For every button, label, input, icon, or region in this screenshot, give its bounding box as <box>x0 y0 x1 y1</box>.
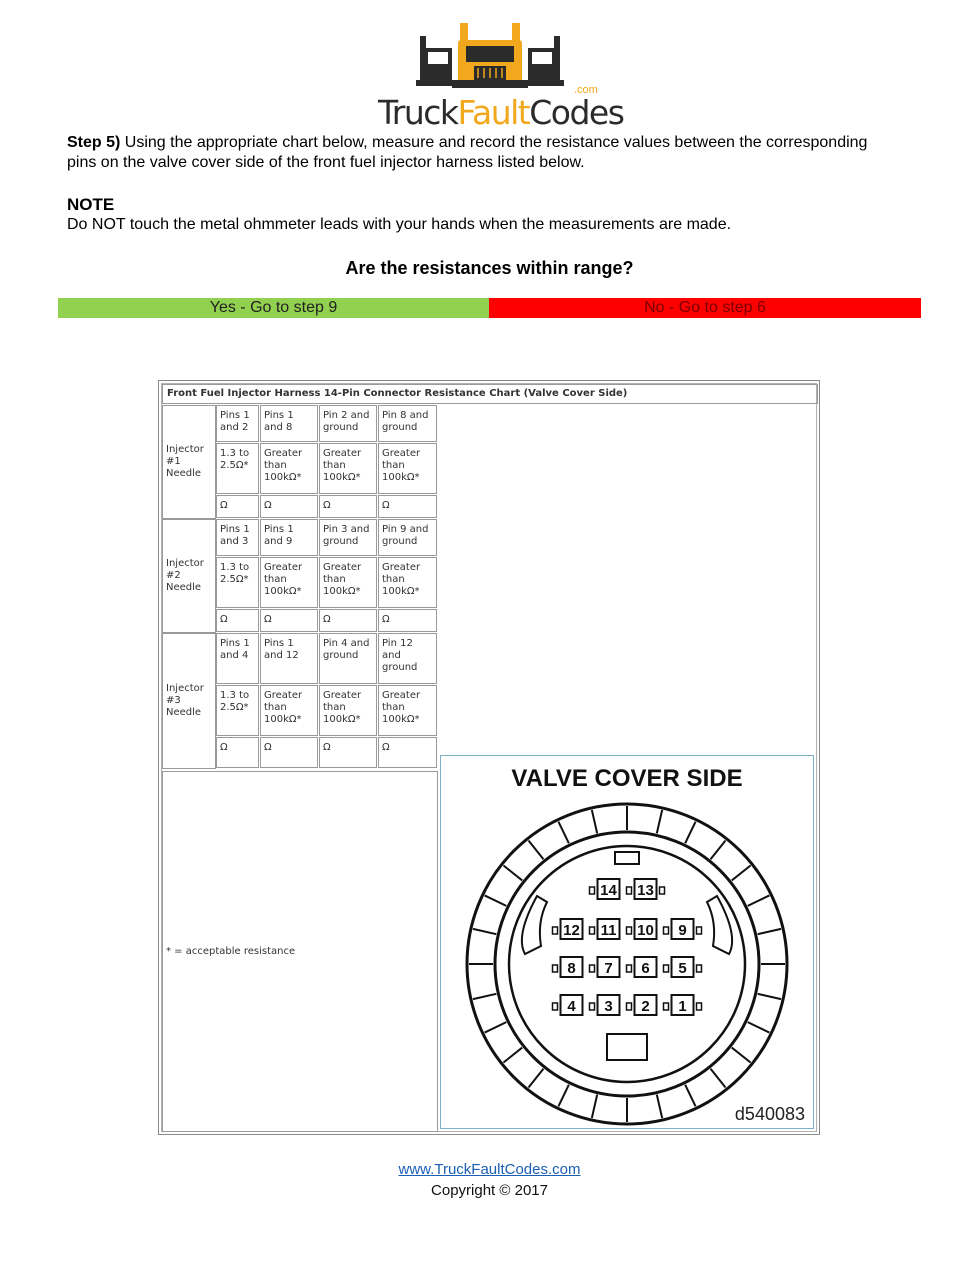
resistance-value-cell: Greater than 100kΩ* <box>319 685 377 736</box>
footer-website-link[interactable]: www.TruckFaultCodes.com <box>398 1161 581 1178</box>
resistance-value-cell: 1.3 to 2.5Ω* <box>216 685 259 736</box>
pin-latch-slot <box>627 887 632 894</box>
connector-tooth <box>711 1069 726 1088</box>
connector-tooth <box>528 840 543 859</box>
pin-latch-slot <box>590 927 595 934</box>
pin-latch-slot <box>627 1003 632 1010</box>
pin-number: 2 <box>641 998 650 1015</box>
pin-latch-slot <box>590 965 595 972</box>
pin-pair-cell: Pins 1 and 2 <box>216 405 259 442</box>
resistance-value-cell: Greater than 100kΩ* <box>378 557 437 608</box>
footnote-cell: * = acceptable resistance <box>162 771 438 1132</box>
pin-latch-slot <box>697 927 702 934</box>
resistance-value-cell: Greater than 100kΩ* <box>378 685 437 736</box>
pin-latch-slot <box>627 927 632 934</box>
pin-latch-slot <box>627 965 632 972</box>
connector-tooth <box>748 895 770 905</box>
pin-pair-cell: Pins 1 and 12 <box>260 633 318 684</box>
pin-pair-cell: Pins 1 and 8 <box>260 405 318 442</box>
pin-pair-cell: Pin 9 and ground <box>378 519 437 556</box>
pin-latch-slot <box>664 965 669 972</box>
footer-copyright: Copyright © 2017 <box>431 1182 548 1199</box>
no-answer-bar[interactable]: No - Go to step 6 <box>489 298 921 318</box>
pin-number: 14 <box>600 882 617 899</box>
measured-value-cell: Ω <box>319 609 377 632</box>
injector-group-label: Injector #3 Needle <box>162 633 216 769</box>
measured-value-cell: Ω <box>319 737 377 768</box>
resistance-value-cell: Greater than 100kΩ* <box>260 443 318 494</box>
connector-tooth <box>503 1048 522 1063</box>
question-heading: Are the resistances within range? <box>345 258 634 278</box>
pin-number: 6 <box>641 960 650 977</box>
diagram-title: VALVE COVER SIDE <box>511 765 743 792</box>
resistance-value-cell: Greater than 100kΩ* <box>319 443 377 494</box>
logo <box>378 18 624 132</box>
pin-number: 8 <box>567 960 576 977</box>
connector-face <box>509 846 745 1082</box>
pin-number: 7 <box>604 960 613 977</box>
logo-wordmark: TruckFaultCodes <box>378 93 624 132</box>
pin-latch-slot <box>664 1003 669 1010</box>
diagram-code: d540083 <box>734 1104 805 1124</box>
connector-tooth <box>758 929 781 934</box>
pin-latch-slot <box>664 927 669 934</box>
resistance-value-cell: 1.3 to 2.5Ω* <box>216 557 259 608</box>
connector-tooth <box>732 1048 751 1063</box>
bottom-key-slot <box>607 1034 647 1060</box>
measured-value-cell: Ω <box>378 495 437 518</box>
connector-tooth <box>592 810 597 833</box>
step-label: Step 5) <box>67 134 121 151</box>
resistance-value-cell: Greater than 100kΩ* <box>260 557 318 608</box>
measured-value-cell: Ω <box>378 609 437 632</box>
connector-tooth <box>657 1095 662 1118</box>
pin-number: 3 <box>604 998 613 1015</box>
connector-tooth <box>685 1085 695 1107</box>
connector-tooth <box>528 1069 543 1088</box>
connector-tooth <box>685 822 695 844</box>
connector-inner-ring <box>495 832 759 1096</box>
step-paragraph <box>67 133 897 173</box>
measured-value-cell: Ω <box>260 737 318 768</box>
pin-number: 4 <box>567 998 576 1015</box>
truck-icon <box>378 18 602 98</box>
note-text: Do NOT touch the metal ohmmeter leads with your hands when the measurements are made. <box>67 216 732 233</box>
connector-tooth <box>748 1022 770 1032</box>
connector-tooth <box>485 1022 507 1032</box>
step-text: Using the appropriate chart below, measure and record the resistance values between the corresponding pins on the valve cover side of the front fuel injector harness listed below. <box>67 134 868 171</box>
pin-number: 11 <box>600 922 617 939</box>
injector-group-label: Injector #2 Needle <box>162 519 216 633</box>
pin-pair-cell: Pin 2 and ground <box>319 405 377 442</box>
connector-tooth <box>657 810 662 833</box>
note-heading: NOTE <box>67 195 115 214</box>
measured-value-cell: Ω <box>260 609 318 632</box>
connector-tooth <box>558 1085 568 1107</box>
measured-value-cell: Ω <box>216 609 259 632</box>
connector-tooth <box>485 895 507 905</box>
pin-pair-cell: Pin 8 and ground <box>378 405 437 442</box>
connector-tooth <box>592 1095 597 1118</box>
resistance-value-cell: Greater than 100kΩ* <box>319 557 377 608</box>
connector-tooth <box>758 994 781 999</box>
top-key-slot <box>615 852 639 864</box>
pin-latch-slot <box>590 1003 595 1010</box>
pin-number: 1 <box>678 998 687 1015</box>
resistance-chart <box>158 380 820 1135</box>
pin-number: 12 <box>563 922 580 939</box>
pin-latch-slot <box>697 965 702 972</box>
pin-pair-cell: Pin 12 and ground <box>378 633 437 684</box>
pin-latch-slot <box>660 887 665 894</box>
pin-number: 13 <box>637 882 654 899</box>
pin-pair-cell: Pin 4 and ground <box>319 633 377 684</box>
pin-number: 5 <box>678 960 687 977</box>
measured-value-cell: Ω <box>260 495 318 518</box>
injector-group-label: Injector #1 Needle <box>162 405 216 519</box>
measured-value-cell: Ω <box>319 495 377 518</box>
measured-value-cell: Ω <box>216 495 259 518</box>
connector-tooth <box>558 822 568 844</box>
resistance-value-cell: Greater than 100kΩ* <box>260 685 318 736</box>
yes-answer-bar[interactable]: Yes - Go to step 9 <box>58 298 489 318</box>
connector-tooth <box>473 929 496 934</box>
chart-title: Front Fuel Injector Harness 14-Pin Connector Resistance Chart (Valve Cover Side) <box>162 384 818 404</box>
connector-tooth <box>711 840 726 859</box>
connector-tooth <box>732 865 751 880</box>
pin-latch-slot <box>697 1003 702 1010</box>
pin-latch-slot <box>553 927 558 934</box>
pin-latch-slot <box>553 965 558 972</box>
logo-dotcom: .com <box>574 84 598 96</box>
resistance-value-cell: Greater than 100kΩ* <box>378 443 437 494</box>
pin-pair-cell: Pin 3 and ground <box>319 519 377 556</box>
measured-value-cell: Ω <box>216 737 259 768</box>
pin-latch-slot <box>553 1003 558 1010</box>
pin-latch-slot <box>590 887 595 894</box>
pin-number: 9 <box>678 922 687 939</box>
connector-tooth <box>473 994 496 999</box>
pin-pair-cell: Pins 1 and 4 <box>216 633 259 684</box>
connector-tooth <box>503 865 522 880</box>
valve-cover-diagram <box>440 755 814 1129</box>
resistance-value-cell: 1.3 to 2.5Ω* <box>216 443 259 494</box>
pin-number: 10 <box>637 922 654 939</box>
pin-pair-cell: Pins 1 and 3 <box>216 519 259 556</box>
pin-pair-cell: Pins 1 and 9 <box>260 519 318 556</box>
measured-value-cell: Ω <box>378 737 437 768</box>
